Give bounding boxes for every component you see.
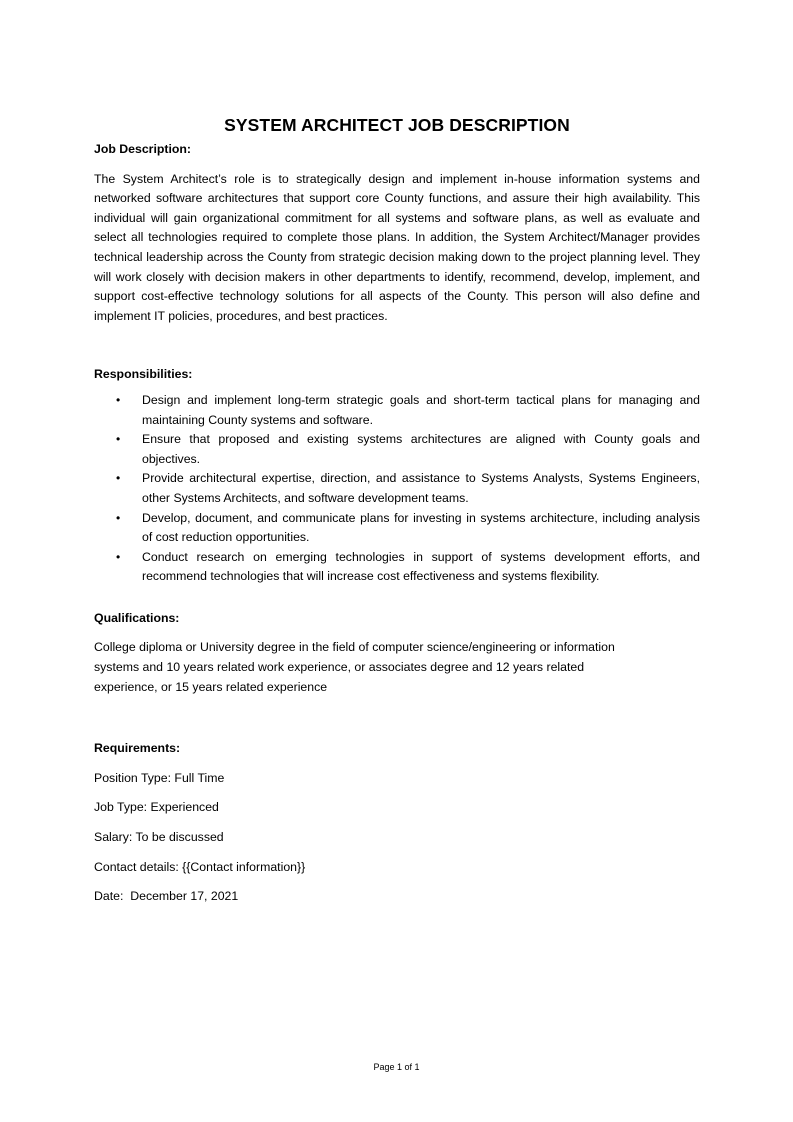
responsibility-text: Design and implement long-term strategic goals and short-term tactical plans for managing and maintaining County systems and software. (142, 392, 700, 427)
job-description-heading: Job Description: (94, 142, 192, 156)
section-spacer (94, 326, 700, 365)
bullet-icon: • (116, 510, 121, 525)
responsibility-text: Ensure that proposed and existing systems architectures are aligned with County goals and objectives. (142, 432, 700, 466)
qualifications-line: experience, or 15 years related experience (94, 679, 328, 694)
document-body (94, 114, 700, 907)
document-date: Date: December 17, 2021 (94, 889, 239, 904)
qualifications-line: College diploma or University degree in the field of computer science/engineering or information (94, 640, 615, 655)
list-item (94, 509, 700, 548)
list-item (94, 430, 700, 469)
list-item (94, 548, 700, 587)
responsibilities-heading: Responsibilities: (94, 367, 193, 382)
job-type: Job Type: Experienced (94, 800, 219, 815)
qualifications-heading: Qualifications: (94, 610, 180, 625)
section-spacer (94, 697, 700, 739)
bullet-icon: • (116, 549, 121, 564)
responsibilities-list (94, 391, 700, 587)
position-type: Position Type: Full Time (94, 770, 225, 785)
page-number: Page 1 of 1 (373, 1062, 420, 1072)
salary: Salary: To be discussed (94, 830, 224, 845)
bullet-icon: • (116, 392, 121, 407)
section-spacer (94, 587, 700, 609)
responsibility-text: Conduct research on emerging technologies in support of systems development efforts, and recommend technologies that will increase cost effectiveness and systems flexibility. (142, 549, 700, 584)
contact-details: Contact details: {{Contact information}} (94, 859, 306, 874)
requirements-list (94, 769, 700, 907)
qualifications-line: systems and 10 years related work experience, or associates degree and 12 years related (94, 660, 585, 675)
requirements-heading: Requirements: (94, 741, 181, 756)
list-item (94, 391, 700, 430)
responsibility-text: Provide architectural expertise, direction, and assistance to Systems Analysts, Systems Engineers, other Systems Architects, and software development teams. (142, 471, 700, 505)
bullet-icon: • (116, 432, 121, 447)
job-description-text: The System Architect’s role is to strategically design and implement in-house information systems and networked software architectures that support core County functions, and assure their high availability. This individual will gain organizational commitment for all systems and software plans, as well as evaluate and select all technologies required to complete those plans. In addition, the System Architect/Manager provides technical leadership across the County from strategic decision making down to the project planning level. They will work closely with decision makers in other departments to identify, recommend, develop, implement, and support cost-effective technology solutions for all aspects of the County. This person will also define and implement IT policies, procedures, and best practices. (94, 171, 700, 323)
document-title: SYSTEM ARCHITECT JOB DESCRIPTION (224, 115, 570, 135)
list-item (94, 469, 700, 508)
qualifications-text (94, 638, 700, 697)
bullet-icon: • (116, 471, 121, 486)
responsibility-text: Develop, document, and communicate plans for investing in systems architecture, including analysis of cost reduction opportunities. (142, 510, 700, 545)
